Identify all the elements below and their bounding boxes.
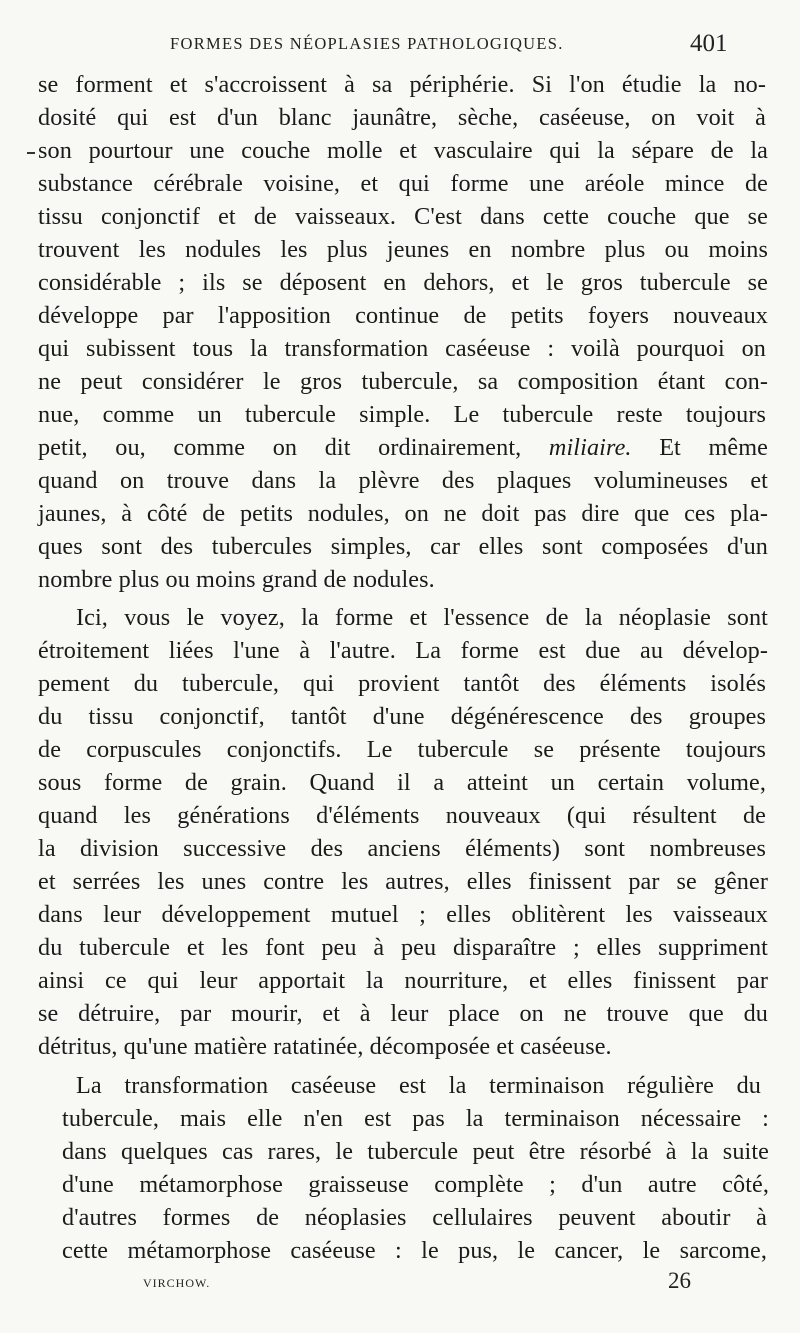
text-line: tissu conjonctif et de vaisseaux. C'est dans cette couche que se [38,203,768,230]
running-title: FORMES DES NÉOPLASIES PATHOLOGIQUES. [170,34,564,53]
text-line: dans leur développement mutuel ; elles oblitèrent les vaisseaux [38,901,768,928]
text-line-with-italic [38,431,768,464]
running-head [0,30,800,58]
text-line: ne peut considérer le gros tubercule, sa composition étant con- [38,368,768,395]
text-line: du tissu conjonctif, tantôt d'une dégénérescence des groupes [38,703,766,730]
signature-number: 26 [668,1268,691,1293]
text-line: sous forme de grain. Quand il a atteint un certain volume, [38,769,766,796]
text-line: trouvent les nodules les plus jeunes en nombre plus ou moins [38,236,768,263]
text-line: La transformation caséeuse est la terminaison régulière du [76,1072,761,1099]
text-line: pement du tubercule, qui provient tantôt des éléments isolés [38,670,766,697]
text-line: ques sont des tubercules simples, car elles sont composées d'un [38,533,768,560]
text-line: considérable ; ils se déposent en dehors, et le gros tubercule se [38,269,768,296]
text-line: d'une métamorphose graisseuse complète ; d'un autre côté, [62,1171,769,1198]
text-line: dosité qui est d'un blanc jaunâtre, sèche, caséeuse, on voit à [38,104,766,131]
signature-mark: VIRCHOW. [143,1276,211,1290]
text-line: nue, comme un tubercule simple. Le tubercule reste toujours [38,401,766,428]
text-line: cette métamorphose caséeuse : le pus, le cancer, le sarcome, [62,1237,767,1264]
text-line: étroitement liées l'une à l'autre. La forme est due au dévelop- [38,637,768,664]
text-line: qui subissent tous la transformation caséeuse : voilà pourquoi on [38,335,766,362]
italic-term: miliaire. [548,434,632,461]
margin-mark [27,152,35,154]
page-number: 401 [690,30,728,57]
text-line: tubercule, mais elle n'en est pas la terminaison nécessaire : [62,1105,769,1132]
text-fragment: petit, ou, comme on dit ordinairement, [38,434,522,461]
page-footer [0,1268,800,1308]
text-line: jaunes, à côté de petits nodules, on ne doit pas dire que ces pla- [38,500,768,527]
body-text [38,68,768,1267]
text-line: la division successive des anciens éléments) sont nombreuses [38,835,766,862]
text-line: se détruire, par mourir, et à leur place on ne trouve que du [38,1000,768,1027]
text-fragment: Et même [659,434,768,461]
text-line: ainsi ce qui leur apportait la nourriture, et elles finissent par [38,967,768,994]
text-line: du tubercule et les font peu à peu disparaître ; elles suppriment [38,934,768,961]
text-line: quand les générations d'éléments nouveaux (qui résultent de [38,802,766,829]
text-line: dans quelques cas rares, le tubercule peut être résorbé à la suite [62,1138,769,1165]
text-line: se forment et s'accroissent à sa périphérie. Si l'on étudie la no- [38,71,766,98]
text-line: nombre plus ou moins grand de nodules. [38,566,435,593]
text-line: détritus, qu'une matière ratatinée, décomposée et caséeuse. [38,1033,612,1060]
text-line: substance cérébrale voisine, et qui forme une aréole mince de [38,170,768,197]
text-line: de corpuscules conjonctifs. Le tubercule se présente toujours [38,736,766,763]
text-line: quand on trouve dans la plèvre des plaques volumineuses et [38,467,768,494]
text-line: développe par l'apposition continue de petits foyers nouveaux [38,302,768,329]
text-line: d'autres formes de néoplasies cellulaires peuvent aboutir à [62,1204,767,1231]
text-line: et serrées les unes contre les autres, elles finissent par se gêner [38,868,768,895]
text-line: Ici, vous le voyez, la forme et l'essence de la néoplasie sont [76,604,768,631]
text-line: son pourtour une couche molle et vasculaire qui la sépare de la [38,137,768,164]
